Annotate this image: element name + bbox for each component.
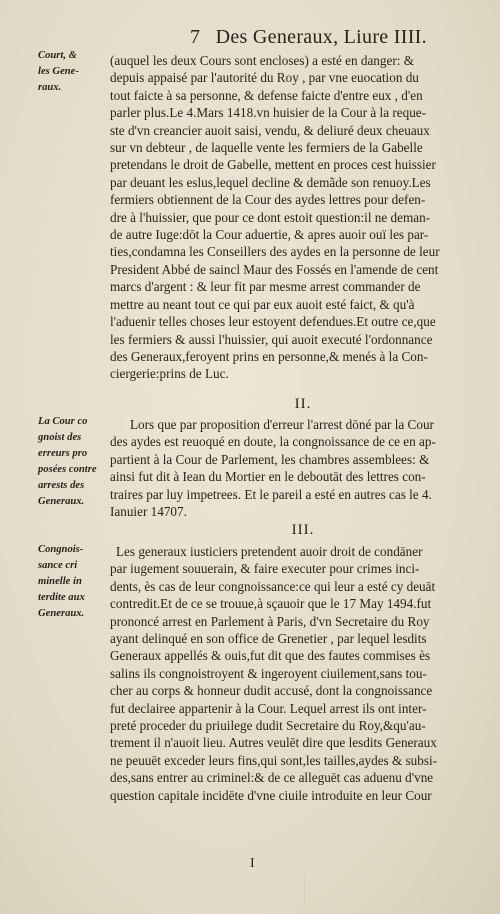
text-line: l'aduenir telles choses leur estoyent defendues.Et outre ce,que	[110, 314, 436, 330]
text-line: sur vn debteur , de laquelle vente les fermiers de la Gabelle	[110, 140, 423, 156]
text-line: des aydes est reuoqué en doute, la congnoissance de ce en ap-	[110, 434, 436, 450]
text-line: les fermiers & aussi l'huissier, qui auoit executé l'ordonnance	[110, 331, 433, 347]
text-line: Lors que par proposition d'erreur l'arrest dōné par la Cour	[130, 417, 434, 432]
text-line: Ianuier 14707.	[110, 504, 187, 520]
marginal-note-line: minelle in	[38, 576, 82, 587]
text-line: cher au corps & honneur dudit accusé, dont la congnoissance	[110, 683, 433, 699]
text-line: par iugement souuerain, & faire executer pour crimes inci-	[110, 561, 420, 577]
text-line: fut declairee appartenir à la Cour. Lequel arrest ils ont inter-	[110, 700, 427, 716]
text-line: trement il n'auoit lieu. Autres veulēt dire que lesdits Generaux	[110, 735, 437, 751]
text-line: Les generaux iusticiers pretendent auoir droit de condāner	[116, 544, 423, 559]
text-line: Generaux appellés & ouis,fut dit que des fautes commises ès	[110, 648, 431, 664]
text-line: dre à l'huissier, que pour ce dont estoit question:il ne deman-	[110, 209, 431, 225]
text-line: (auquel les deux Cours sont encloses) a esté en danger: &	[110, 53, 414, 68]
text-line: preté proceder du priuilege dudit Secretaire du Roy,&qu'au-	[110, 718, 426, 734]
marginal-note-line: posées contre	[38, 464, 97, 475]
marginal-note-line: les Gene-	[38, 66, 79, 77]
marginal-note-line: Generaux.	[38, 608, 85, 619]
paper-fold-mark	[294, 870, 305, 910]
text-line: contredit.Et de ce se trouue,à sçauoir que le 17 May 1494.fut	[110, 596, 432, 612]
text-line: dents, ès cas de leur congnoissance:ce qui leur a esté cy deuāt	[110, 578, 436, 594]
section-3-text	[110, 543, 496, 804]
marginal-note-line: arrests des	[38, 480, 85, 491]
page-header	[190, 26, 490, 49]
text-line: President Abbé de saincl Maur des Fossés en l'amende de cent	[110, 261, 439, 277]
text-line: mettre au neant tout ce qui par eux auoit esté faict, & qu'à	[110, 296, 415, 312]
text-line: tout faicte à sa personne, & defense faicte d'entre eux , d'en	[110, 87, 423, 103]
section-2-heading: II.	[294, 396, 312, 412]
page-number: 7	[190, 26, 201, 48]
signature-mark: I	[250, 856, 255, 871]
text-line: traires par luy impetrees. Et le pareil a esté en autres cas le 4.	[110, 486, 432, 502]
text-line: prononcé arrest en Parlement à Paris, d'vn Secretaire du Roy	[110, 613, 430, 629]
marginal-note-line: Generaux.	[38, 496, 85, 507]
text-line: ste d'vn creancier auoit saisi, vendu, & deliuré deux cheuaux	[110, 122, 430, 138]
marginal-note-line: sance cri	[38, 560, 78, 571]
marginal-note-line: Court, &	[38, 50, 77, 61]
section-2-text	[110, 416, 496, 520]
marginal-note-line: terdite aux	[38, 592, 85, 603]
text-line: salins ils congnoistroyent & ingeroyent ciuilement,sans tou-	[110, 665, 427, 681]
text-line: question capitale incidēte d'vne ciuile introduite en leur Cour	[110, 787, 432, 803]
text-line: ciergerie:prins de Luc.	[110, 366, 229, 382]
text-line: ayant delinqué en son office de Grenetier , par lequel lesdits	[110, 631, 427, 647]
marginal-note-line: erreurs pro	[38, 448, 88, 459]
text-line: marcs d'argent : & leur fit par mesme arrest commander de	[110, 279, 421, 295]
text-line: ne peuuēt exceder leurs fins,qui sont,les tailles,aydes & subsi-	[110, 752, 438, 768]
text-line: ainsi fut dit à Iean du Mortier en le deboutāt des lettres con-	[110, 469, 426, 485]
text-line: des,sans entrer au criminel:& de ce alleguēt cas aduenu d'vne	[110, 770, 434, 786]
marginal-note-court-generaux	[38, 48, 108, 96]
running-title: Des Generaux, Liure IIII.	[215, 26, 427, 48]
text-line: pretendans le droit de Gabelle, mettent en proces cest huissier	[110, 157, 436, 173]
marginal-note-congnoissance	[38, 542, 108, 622]
marginal-note-line: Congnois-	[38, 544, 84, 555]
marginal-note-line: raux.	[38, 82, 62, 93]
section-1-text	[110, 52, 496, 383]
text-line: ties,condamna les Conseillers des aydes en la personne de leur	[110, 244, 440, 260]
marginal-note-line: gnoist des	[38, 432, 82, 443]
text-line: par deuant les eslus,lequel decline & demãde son renuoy.Les	[110, 174, 431, 190]
text-line: parler plus.Le 4.Mars 1418.vn huisier de la Cour à la reque-	[110, 105, 427, 121]
text-line: de autre Iuge:dōt la Cour aduertie, & apres auoir ouï les par-	[110, 227, 429, 243]
marginal-note-cour-erreurs	[38, 414, 108, 510]
text-line: fermiers obtiennent de la Cour des aydes lettres pour defen-	[110, 192, 426, 208]
text-line: depuis appaisé par l'autorité du Roy , par vne euocation du	[110, 70, 419, 86]
text-line: partient à la Cour de Parlement, les chambres assemblees: &	[110, 451, 430, 467]
marginal-note-line: La Cour co	[38, 416, 88, 427]
section-3-heading: III.	[291, 522, 315, 538]
text-line: des Generaux,feroyent prins en personne,& menés à la Con-	[110, 348, 428, 364]
